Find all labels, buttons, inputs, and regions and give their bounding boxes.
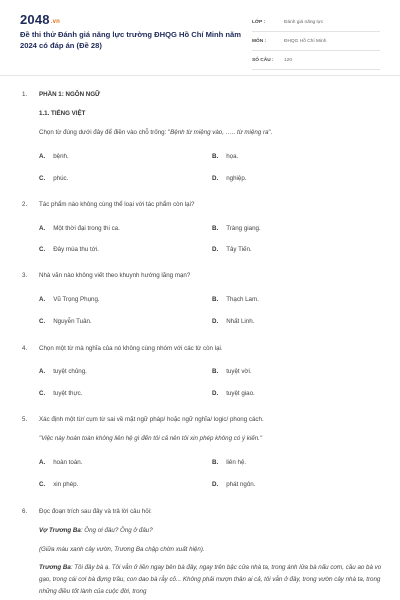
- option-letter: A.: [39, 225, 46, 232]
- q2-option-c[interactable]: [39, 246, 99, 253]
- option-letter: B.: [212, 459, 219, 466]
- q1-quote: Bệnh từ miệng vào, ….. từ miệng ra: [170, 129, 269, 136]
- q1-option-c[interactable]: [39, 175, 68, 182]
- meta-label: SỐ CÂU :: [252, 57, 274, 63]
- option-letter: C.: [39, 481, 46, 488]
- q6-dialogue-2: [39, 562, 384, 598]
- q5-option-a[interactable]: [39, 459, 82, 466]
- q3-option-d[interactable]: [212, 318, 254, 325]
- exam-meta-table: [252, 13, 380, 70]
- option-text: Nhất Linh.: [226, 318, 255, 325]
- option-letter: D.: [212, 481, 219, 488]
- option-text: Nguyễn Tuân.: [53, 318, 92, 325]
- option-text: phúc.: [53, 175, 69, 182]
- option-letter: C.: [39, 175, 46, 182]
- question-4-number: 4.: [22, 345, 28, 352]
- logo-text: 2048: [20, 12, 50, 27]
- option-letter: A.: [39, 459, 46, 466]
- q1-suffix: ".: [268, 129, 273, 136]
- option-letter: B.: [212, 153, 219, 160]
- section-number: 1.: [22, 91, 28, 98]
- logo-suffix: .vn: [50, 19, 61, 25]
- document-header: [0, 0, 400, 76]
- question-6-number: 6.: [22, 508, 28, 515]
- question-4-text: Chọn một từ mà nghĩa của nó không cùng nhóm với các từ còn lại.: [39, 345, 223, 352]
- option-letter: B.: [212, 296, 219, 303]
- option-text: xin phép.: [53, 481, 79, 488]
- question-2-number: 2.: [22, 201, 28, 208]
- dialogue-text: : Tôi đây bà ạ. Tôi vẫn ở liền ngay bên bà đây, ngay trên bậc cửa nhà ta, trong ánh lửa bà nấu cơm, cầu ao bà vo gạo, trong cái cơi bà đựng trầu, con dao bà rẫy cỏ... Không phải mượn thân ai cả, tôi vẫn ở đây, trong vườn cây nhà ta, trong những điều tốt lành của cuộc đời, trong: [39, 564, 382, 595]
- question-5-quote: "Việc này hoàn toàn không liên hệ gì đến tôi cả nên tôi xin phép không có ý kiến.": [39, 435, 263, 442]
- q5-option-c[interactable]: [39, 481, 78, 488]
- q1-option-d[interactable]: [212, 175, 247, 182]
- question-2-text: Tác phẩm nào không cùng thể loại với tác phẩm còn lại?: [39, 201, 195, 208]
- option-letter: D.: [212, 390, 219, 397]
- option-text: Thạch Lam.: [226, 296, 259, 303]
- option-text: tuyệt giao.: [226, 390, 255, 397]
- option-text: Vũ Trọng Phụng.: [53, 296, 100, 303]
- meta-row-count: [252, 51, 380, 70]
- speaker-name: Vợ Trương Ba: [39, 527, 81, 534]
- option-letter: D.: [212, 246, 219, 253]
- option-letter: B.: [212, 225, 219, 232]
- q1-option-b[interactable]: [212, 153, 238, 160]
- q4-option-c[interactable]: [39, 390, 82, 397]
- dialogue-text: : Ông ơi đâu? Ông ở đâu?: [80, 527, 153, 534]
- q5-option-d[interactable]: [212, 481, 255, 488]
- q2-option-b[interactable]: [212, 225, 261, 232]
- question-3-text: Nhà văn nào không viết theo khuynh hướng lãng mạn?: [39, 272, 191, 279]
- question-5-number: 5.: [22, 416, 28, 423]
- option-letter: D.: [212, 175, 219, 182]
- q3-option-b[interactable]: [212, 296, 259, 303]
- option-text: Một thời đại trong thi ca.: [53, 225, 120, 232]
- q2-option-d[interactable]: [212, 246, 252, 253]
- option-text: tuyệt chủng.: [53, 368, 87, 375]
- option-text: họa.: [226, 153, 239, 160]
- q1-option-a[interactable]: [39, 153, 69, 160]
- option-letter: A.: [39, 368, 46, 375]
- meta-value: ĐHQG Hồ Chí Minh: [284, 38, 327, 44]
- q4-option-d[interactable]: [212, 390, 255, 397]
- subsection-title: 1.1. TIẾNG VIỆT: [39, 110, 86, 117]
- meta-value: Đánh giá năng lực: [284, 19, 324, 25]
- option-text: nghiệp.: [226, 175, 247, 182]
- option-text: Tây Tiến.: [226, 246, 252, 253]
- q2-option-a[interactable]: [39, 225, 120, 232]
- question-5-text: Xác định một từ/ cụm từ sai về mặt ngữ pháp/ hoặc ngữ nghĩa/ logic/ phong cách.: [39, 416, 264, 423]
- option-text: tuyệt vời.: [226, 368, 252, 375]
- speaker-name: Trương Ba: [39, 564, 71, 571]
- option-letter: B.: [212, 368, 219, 375]
- q4-option-b[interactable]: [212, 368, 252, 375]
- option-letter: C.: [39, 318, 46, 325]
- meta-value: 120: [284, 57, 293, 63]
- option-text: phát ngôn.: [226, 481, 256, 488]
- option-letter: A.: [39, 296, 46, 303]
- meta-row-subject: [252, 32, 380, 51]
- meta-row-class: [252, 13, 380, 32]
- q4-option-a[interactable]: [39, 368, 87, 375]
- q3-option-a[interactable]: [39, 296, 100, 303]
- site-logo[interactable]: [20, 12, 60, 27]
- section-title: PHẦN 1: NGÔN NGỮ: [39, 91, 101, 98]
- option-text: Đây mùa thu tới.: [53, 246, 99, 253]
- option-text: hoàn toàn.: [53, 459, 83, 466]
- q5-option-b[interactable]: [212, 459, 246, 466]
- question-1-text: [39, 129, 272, 136]
- option-letter: D.: [212, 318, 219, 325]
- q6-dialogue-1: [39, 527, 153, 534]
- option-text: liên hệ.: [226, 459, 247, 466]
- meta-label: MÔN :: [252, 38, 267, 44]
- option-text: bệnh.: [53, 153, 69, 160]
- q1-prefix: Chọn từ đúng dưới đây để điền vào chỗ trống: ": [39, 129, 171, 136]
- meta-label: LỚP :: [252, 19, 266, 25]
- option-text: tuyệt thực.: [53, 390, 83, 397]
- question-6-text: Đọc đoạn trích sau đây và trả lời câu hỏi:: [39, 508, 152, 515]
- option-letter: A.: [39, 153, 46, 160]
- question-3-number: 3.: [22, 272, 28, 279]
- option-text: Tràng giang.: [226, 225, 261, 232]
- q3-option-c[interactable]: [39, 318, 92, 325]
- option-letter: C.: [39, 390, 46, 397]
- q6-stage-direction: (Giữa màu xanh cây vườn, Trương Ba chập chờn xuất hiện).: [39, 546, 205, 553]
- document-title: Đề thi thử Đánh giá năng lực trường ĐHQG Hồ Chí Minh năm 2024 có đáp án (Đề 28): [20, 30, 242, 50]
- option-letter: C.: [39, 246, 46, 253]
